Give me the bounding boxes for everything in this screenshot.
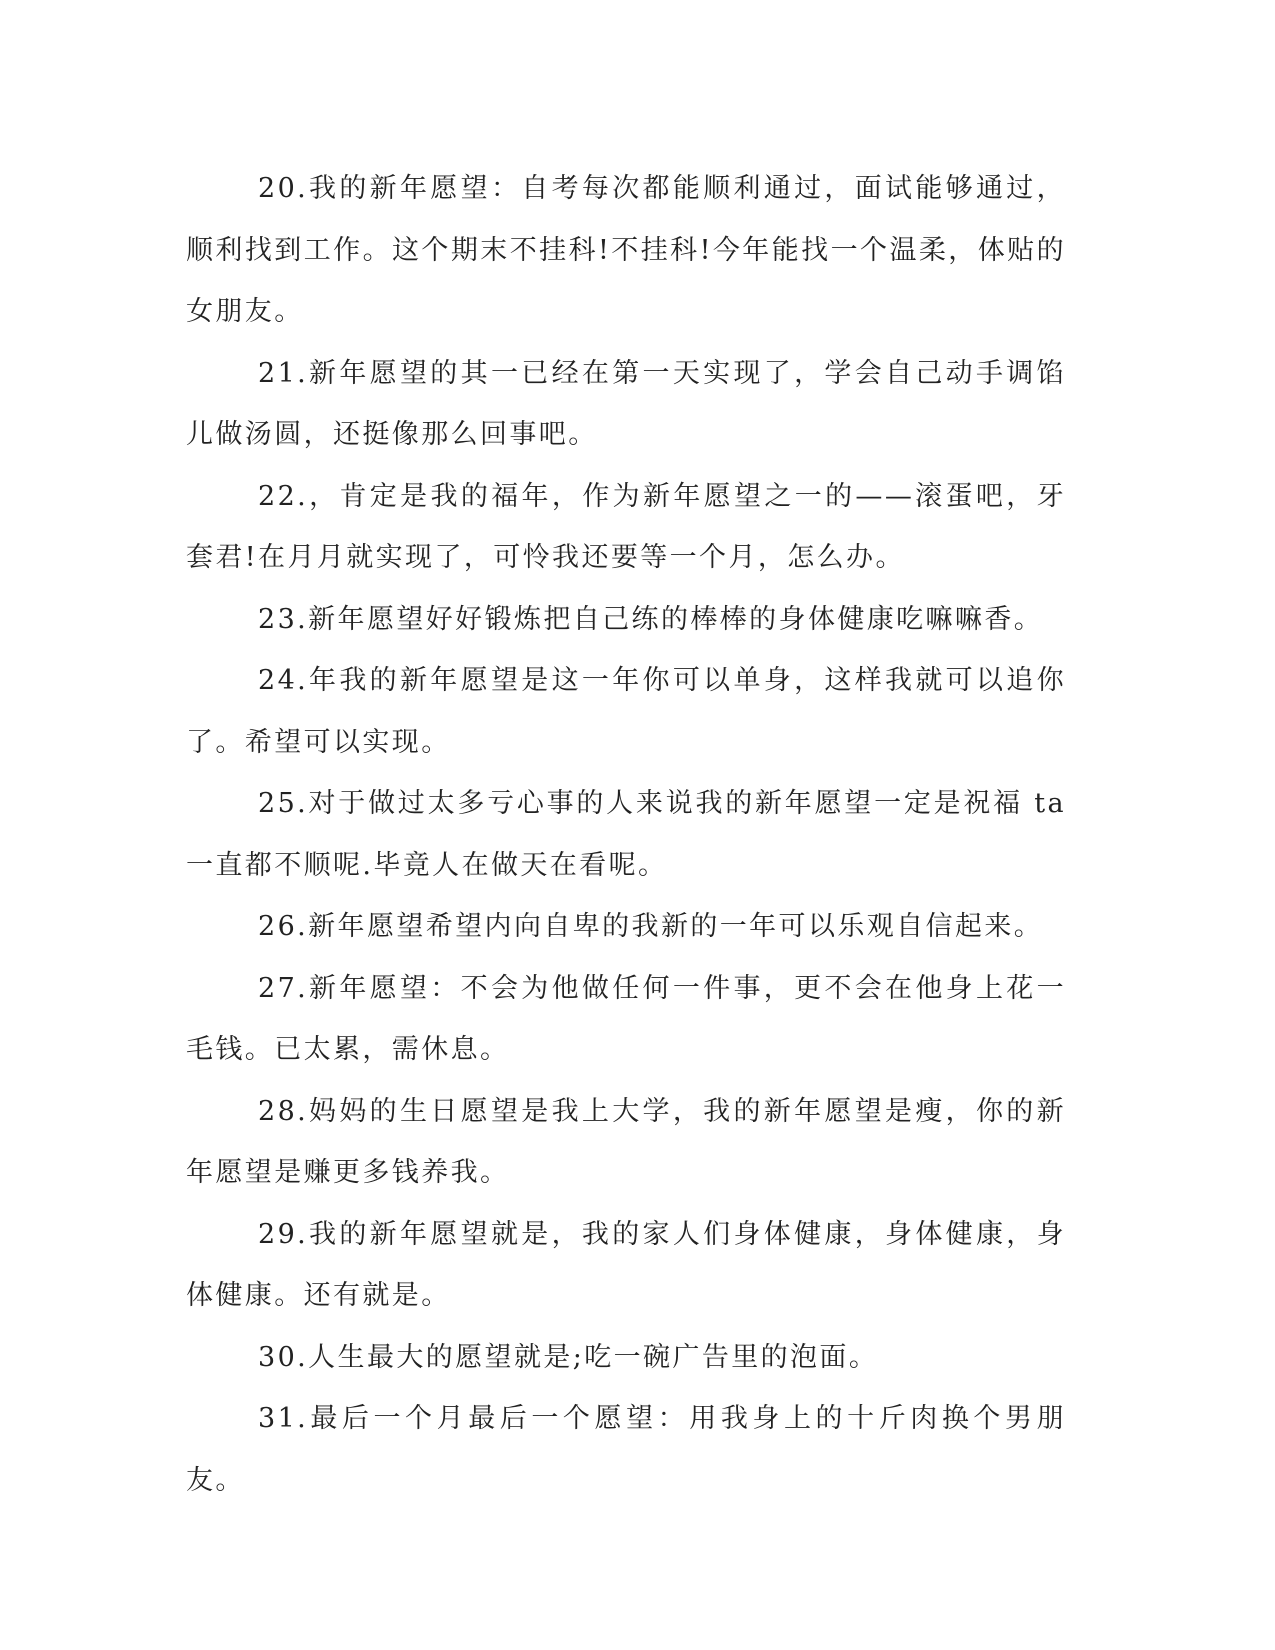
paragraph-24: 24.年我的新年愿望是这一年你可以单身，这样我就可以追你了。希望可以实现。 (186, 665, 1066, 758)
paragraph-30: 30.人生最大的愿望就是;吃一碗广告里的泡面。 (258, 1341, 879, 1373)
paragraph-28: 28.妈妈的生日愿望是我上大学，我的新年愿望是瘦，你的新年愿望是赚更多钱养我。 (186, 1095, 1066, 1188)
paragraph-31: 31.最后一个月最后一个愿望：用我身上的十斤肉换个男朋友。 (186, 1403, 1066, 1496)
paragraph-20: 20.我的新年愿望：自考每次都能顺利通过，面试能够通过，顺利找到工作。这个期末不挂科!不挂科!今年能找一个温柔，体贴的女朋友。 (186, 173, 1066, 327)
paragraph-27: 27.新年愿望：不会为他做任何一件事，更不会在他身上花一毛钱。已太累，需休息。 (186, 972, 1066, 1065)
paragraph-21: 21.新年愿望的其一已经在第一天实现了，学会自己动手调馅儿做汤圆，还挺像那么回事吧。 (186, 357, 1066, 450)
paragraph-26: 26.新年愿望希望内向自卑的我新的一年可以乐观自信起来。 (258, 911, 1044, 942)
paragraph-23: 23.新年愿望好好锻炼把自己练的棒棒的身体健康吃嘛嘛香。 (258, 603, 1044, 635)
paragraph-25: 25.对于做过太多亏心事的人来说我的新年愿望一定是祝福 ta 一直都不顺呢.毕竟人在做天在看呢。 (186, 788, 1066, 881)
paragraph-29: 29.我的新年愿望就是，我的家人们身体健康，身体健康，身体健康。还有就是。 (186, 1218, 1066, 1311)
paragraph-22: 22.，肯定是我的福年，作为新年愿望之一的——滚蛋吧，牙套君!在月月就实现了，可怜我还要等一个月，怎么办。 (186, 480, 1066, 573)
document-body (186, 158, 1066, 1511)
